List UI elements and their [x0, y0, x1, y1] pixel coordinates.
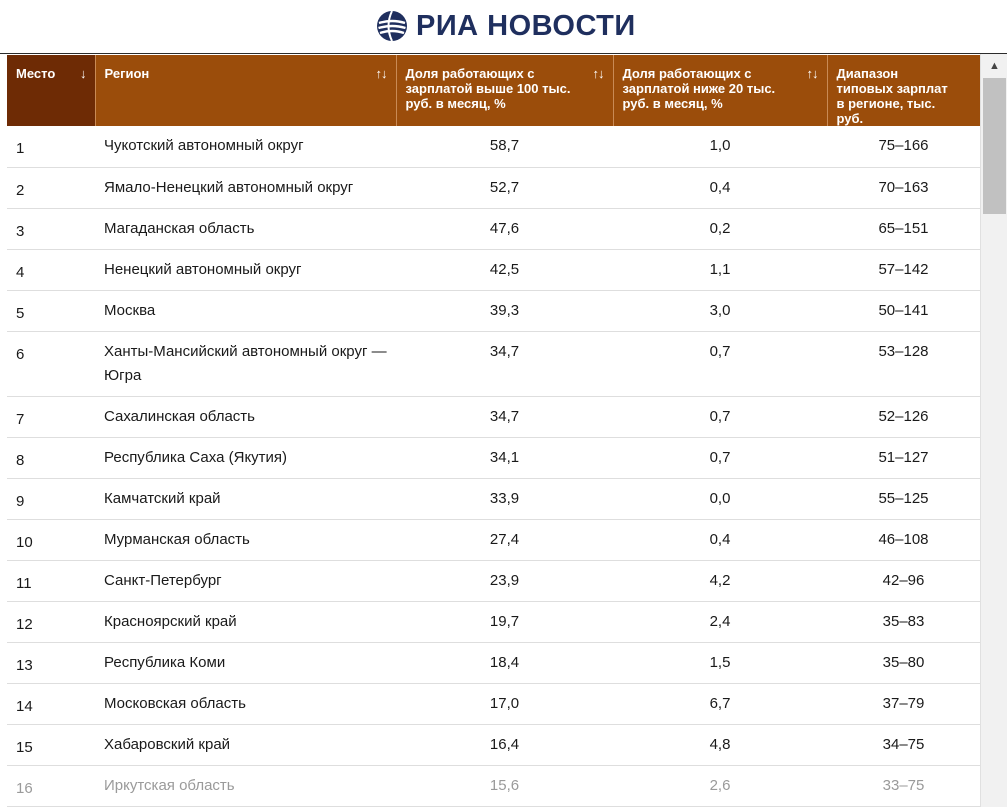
- cell-rank: 1: [7, 126, 95, 167]
- cell-region: Московская область: [95, 683, 396, 724]
- cell-rank: 6: [7, 331, 95, 396]
- cell-range: 34–75: [827, 724, 980, 765]
- table-header-row: [7, 55, 980, 126]
- cell-rank: 13: [7, 642, 95, 683]
- top-bar: [0, 0, 1007, 52]
- table-row: [7, 331, 980, 396]
- cell-above: 39,3: [396, 290, 613, 331]
- column-header-below-20k[interactable]: [613, 55, 827, 126]
- cell-above: 42,5: [396, 249, 613, 290]
- cell-range: 53–128: [827, 331, 980, 396]
- cell-above: 23,9: [396, 560, 613, 601]
- table-row: [7, 167, 980, 208]
- cell-above: 16,4: [396, 724, 613, 765]
- table-row: [7, 437, 980, 478]
- cell-above: 47,6: [396, 208, 613, 249]
- column-header-region[interactable]: [95, 55, 396, 126]
- column-header-label: Доля работающих с зарплатой ниже 20 тыс. руб. в месяц, %: [622, 66, 776, 111]
- cell-range: 50–141: [827, 290, 980, 331]
- cell-above: 34,1: [396, 437, 613, 478]
- sort-icon[interactable]: ↑↓: [592, 66, 604, 81]
- ria-globe-logo-icon: [376, 10, 408, 42]
- column-header-label: Место: [16, 66, 56, 81]
- cell-region: Хабаровский край: [95, 724, 396, 765]
- table-row: [7, 249, 980, 290]
- cell-range: 46–108: [827, 519, 980, 560]
- cell-rank: 14: [7, 683, 95, 724]
- cell-below: 0,7: [613, 331, 827, 396]
- cell-above: 18,4: [396, 642, 613, 683]
- cell-below: 0,2: [613, 208, 827, 249]
- cell-below: 0,7: [613, 396, 827, 437]
- cell-above: 33,9: [396, 478, 613, 519]
- cell-region: Республика Коми: [95, 642, 396, 683]
- cell-rank: 15: [7, 724, 95, 765]
- cell-above: 19,7: [396, 601, 613, 642]
- cell-range: 37–79: [827, 683, 980, 724]
- cell-above: 52,7: [396, 167, 613, 208]
- cell-region: Красноярский край: [95, 601, 396, 642]
- cell-rank: 12: [7, 601, 95, 642]
- cell-rank: 7: [7, 396, 95, 437]
- scrollbar-thumb[interactable]: [983, 78, 1006, 214]
- cell-range: 75–166: [827, 126, 980, 167]
- cell-below: 2,6: [613, 765, 827, 806]
- cell-range: 55–125: [827, 478, 980, 519]
- cell-rank: 3: [7, 208, 95, 249]
- table-row: [7, 290, 980, 331]
- table-row: [7, 478, 980, 519]
- table-body: [7, 126, 980, 806]
- scroll-up-arrow-icon[interactable]: ▲: [989, 60, 1000, 72]
- cell-region: Мурманская область: [95, 519, 396, 560]
- sort-icon[interactable]: ↓: [80, 66, 86, 81]
- table-row: [7, 601, 980, 642]
- cell-above: 34,7: [396, 396, 613, 437]
- cell-below: 2,4: [613, 601, 827, 642]
- cell-below: 4,2: [613, 560, 827, 601]
- cell-region: Иркутская область: [95, 765, 396, 806]
- sort-icon[interactable]: ↑↓: [806, 66, 818, 81]
- table-row: [7, 765, 980, 806]
- cell-range: 70–163: [827, 167, 980, 208]
- vertical-scrollbar[interactable]: [980, 54, 1007, 807]
- table-row: [7, 683, 980, 724]
- cell-rank: 4: [7, 249, 95, 290]
- cell-below: 6,7: [613, 683, 827, 724]
- cell-rank: 10: [7, 519, 95, 560]
- cell-rank: 8: [7, 437, 95, 478]
- cell-below: 0,0: [613, 478, 827, 519]
- cell-range: 33–75: [827, 765, 980, 806]
- cell-rank: 16: [7, 765, 95, 806]
- cell-range: 57–142: [827, 249, 980, 290]
- table-row: [7, 396, 980, 437]
- cell-above: 15,6: [396, 765, 613, 806]
- sort-icon[interactable]: ↑↓: [375, 66, 387, 81]
- cell-range: 51–127: [827, 437, 980, 478]
- ria-logo[interactable]: [376, 9, 636, 43]
- brand-name: РИА НОВОСТИ: [416, 9, 636, 42]
- salary-table: [7, 55, 980, 807]
- cell-rank: 2: [7, 167, 95, 208]
- cell-below: 3,0: [613, 290, 827, 331]
- cell-region: Санкт-Петербург: [95, 560, 396, 601]
- cell-below: 0,7: [613, 437, 827, 478]
- cell-region: Ханты-Мансийский автономный округ — Югра: [95, 331, 396, 396]
- table-frame: [0, 53, 1007, 807]
- cell-region: Ненецкий автономный округ: [95, 249, 396, 290]
- cell-region: Республика Саха (Якутия): [95, 437, 396, 478]
- table-row: [7, 560, 980, 601]
- cell-below: 1,5: [613, 642, 827, 683]
- cell-above: 17,0: [396, 683, 613, 724]
- cell-above: 34,7: [396, 331, 613, 396]
- cell-above: 27,4: [396, 519, 613, 560]
- cell-region: Камчатский край: [95, 478, 396, 519]
- cell-range: 35–83: [827, 601, 980, 642]
- cell-range: 65–151: [827, 208, 980, 249]
- column-header-rank[interactable]: [7, 55, 95, 126]
- cell-region: Магаданская область: [95, 208, 396, 249]
- cell-range: 42–96: [827, 560, 980, 601]
- table-row: [7, 724, 980, 765]
- cell-rank: 11: [7, 560, 95, 601]
- column-header-label: Доля работающих с зарплатой выше 100 тыс. руб. в месяц, %: [405, 66, 571, 111]
- table-row: [7, 642, 980, 683]
- cell-range: 52–126: [827, 396, 980, 437]
- cell-rank: 9: [7, 478, 95, 519]
- cell-below: 1,1: [613, 249, 827, 290]
- column-header-salary-range[interactable]: [827, 55, 980, 126]
- column-header-above-100k[interactable]: [396, 55, 613, 126]
- cell-rank: 5: [7, 290, 95, 331]
- table-row: [7, 126, 980, 167]
- cell-below: 1,0: [613, 126, 827, 167]
- column-header-label: Диапазон типовых зарплат в регионе, тыс. руб.: [836, 66, 948, 126]
- cell-region: Ямало-Ненецкий автономный округ: [95, 167, 396, 208]
- cell-region: Москва: [95, 290, 396, 331]
- cell-above: 58,7: [396, 126, 613, 167]
- cell-region: Сахалинская область: [95, 396, 396, 437]
- table-row: [7, 208, 980, 249]
- cell-range: 35–80: [827, 642, 980, 683]
- cell-region: Чукотский автономный округ: [95, 126, 396, 167]
- cell-below: 0,4: [613, 167, 827, 208]
- cell-below: 4,8: [613, 724, 827, 765]
- table-row: [7, 519, 980, 560]
- cell-below: 0,4: [613, 519, 827, 560]
- column-header-label: Регион: [104, 66, 150, 81]
